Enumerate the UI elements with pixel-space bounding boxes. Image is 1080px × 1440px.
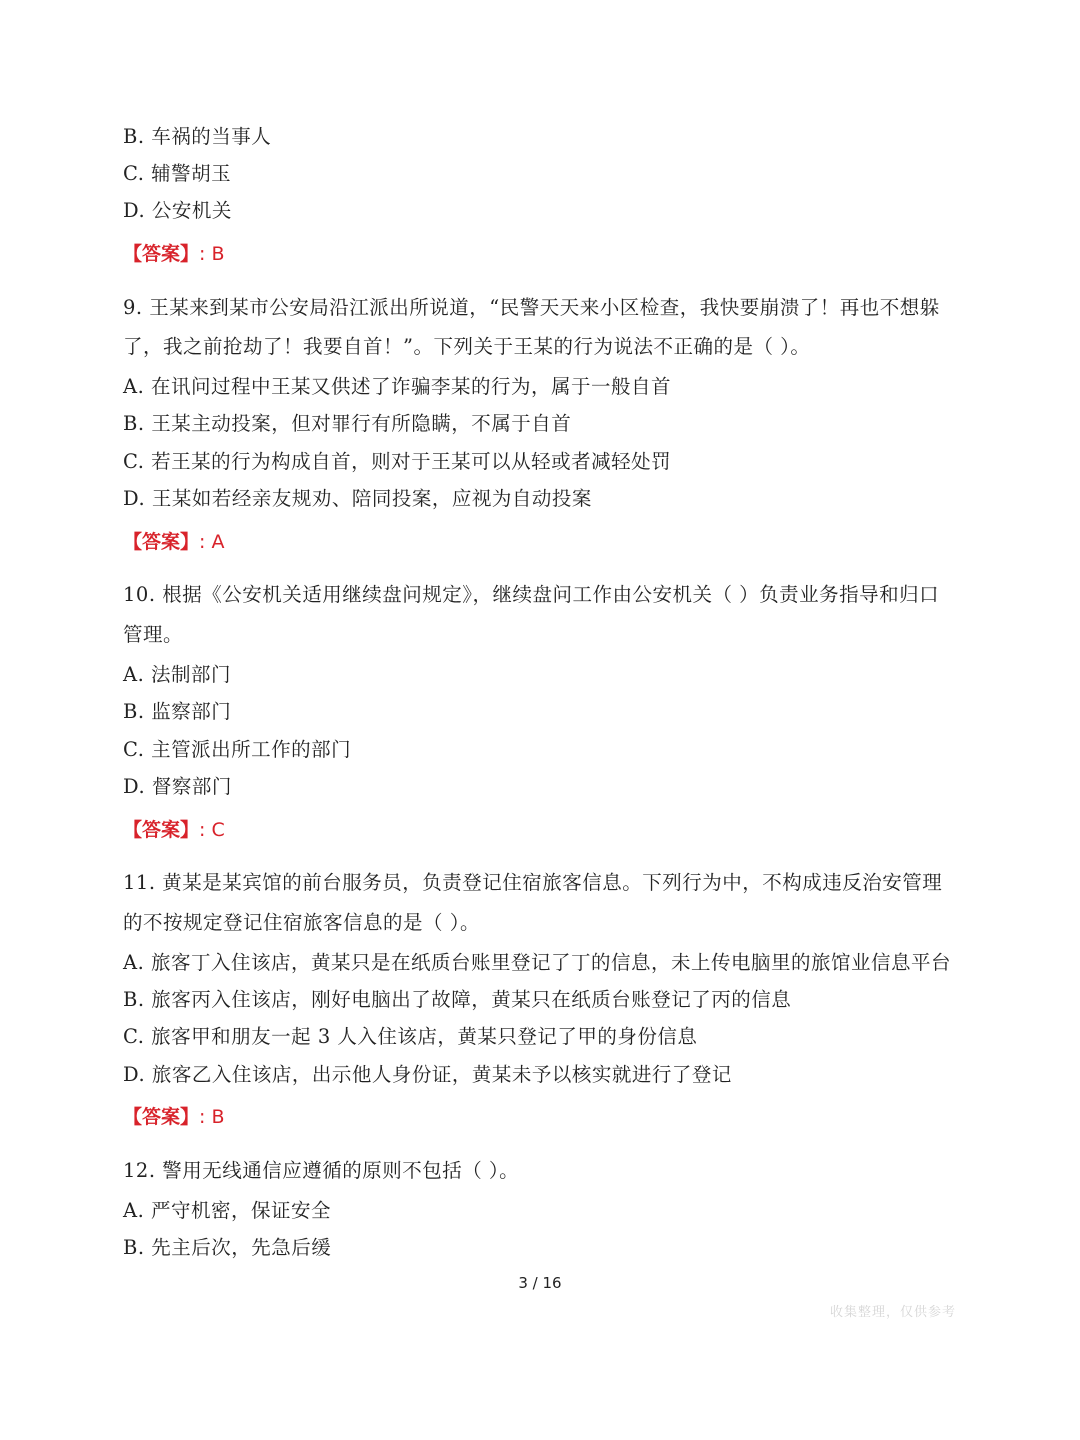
q9-stem-line-2: 了，我之前抢劫了！我要自首！”。下列关于王某的行为说法不正确的是（ ）。: [123, 335, 811, 358]
q9-option-a: A. 在讯问过程中王某又供述了诈骗李某的行为，属于一般自首: [123, 375, 671, 398]
q11-option-c: C. 旅客甲和朋友一起 3 人入住该店，黄某只登记了甲的身份信息: [123, 1025, 698, 1048]
answer-label: 【答案】: [123, 531, 200, 553]
q11-option-a: A. 旅客丁入住该店，黄某只是在纸质台账里登记了丁的信息，未上传电脑里的旅馆业信息平台: [123, 951, 951, 974]
q12-stem-line-1: 12. 警用无线通信应遵循的原则不包括（ ）。: [123, 1159, 520, 1182]
q10-answer: [123, 817, 225, 843]
answer-separator: :: [199, 1106, 212, 1128]
q9-option-b: B. 王某主动投案，但对罪行有所隐瞒，不属于自首: [123, 412, 572, 435]
q9-option-c: C. 若王某的行为构成自首，则对于王某可以从轻或者减轻处罚: [123, 450, 672, 473]
q8-answer: [123, 241, 225, 267]
answer-separator: :: [199, 531, 212, 553]
answer-value: B: [211, 1106, 225, 1128]
answer-value: A: [211, 531, 225, 553]
q9-option-d: D. 王某如若经亲友规劝、陪同投案，应视为自动投案: [123, 487, 592, 510]
q9-stem-line-1: 9. 王某来到某市公安局沿江派出所说道，“民警天天来小区检查，我快要崩溃了！再也不想躲: [123, 296, 940, 319]
q11-option-d: D. 旅客乙入住该店，出示他人身份证，黄某未予以核实就进行了登记: [123, 1063, 732, 1086]
q8-option-d: D. 公安机关: [123, 199, 232, 222]
answer-separator: :: [199, 819, 212, 841]
q12-option-a: A. 严守机密，保证安全: [123, 1199, 331, 1222]
answer-label: 【答案】: [123, 819, 200, 841]
q10-option-b: B. 监察部门: [123, 700, 232, 723]
answer-separator: :: [199, 243, 212, 265]
q10-stem-line-2: 管理。: [123, 623, 184, 646]
q11-stem-line-1: 11. 黄某是某宾馆的前台服务员，负责登记住宿旅客信息。下列行为中，不构成违反治安管理: [123, 871, 943, 894]
q11-option-b: B. 旅客丙入住该店，刚好电脑出了故障，黄某只在纸质台账登记了丙的信息: [123, 988, 792, 1011]
q10-option-d: D. 督察部门: [123, 775, 232, 798]
q11-answer: [123, 1104, 225, 1130]
answer-label: 【答案】: [123, 243, 200, 265]
answer-value: B: [211, 243, 225, 265]
q12-option-b: B. 先主后次，先急后缓: [123, 1236, 332, 1259]
page-number: 3 / 16: [518, 1274, 562, 1292]
answer-value: C: [211, 819, 225, 841]
q11-stem-line-2: 的不按规定登记住宿旅客信息的是（ ）。: [123, 911, 480, 934]
q10-stem-line-1: 10. 根据《公安机关适用继续盘问规定》，继续盘问工作由公安机关（ ）负责业务指导和归口: [123, 583, 940, 606]
q10-option-a: A. 法制部门: [123, 663, 231, 686]
answer-label: 【答案】: [123, 1106, 200, 1128]
q8-option-b: B. 车祸的当事人: [123, 125, 272, 148]
watermark-text: 收集整理，仅供参考: [829, 1305, 956, 1320]
q9-answer: [123, 529, 224, 555]
q8-option-c: C. 辅警胡玉: [123, 162, 232, 185]
q10-option-c: C. 主管派出所工作的部门: [123, 738, 352, 761]
